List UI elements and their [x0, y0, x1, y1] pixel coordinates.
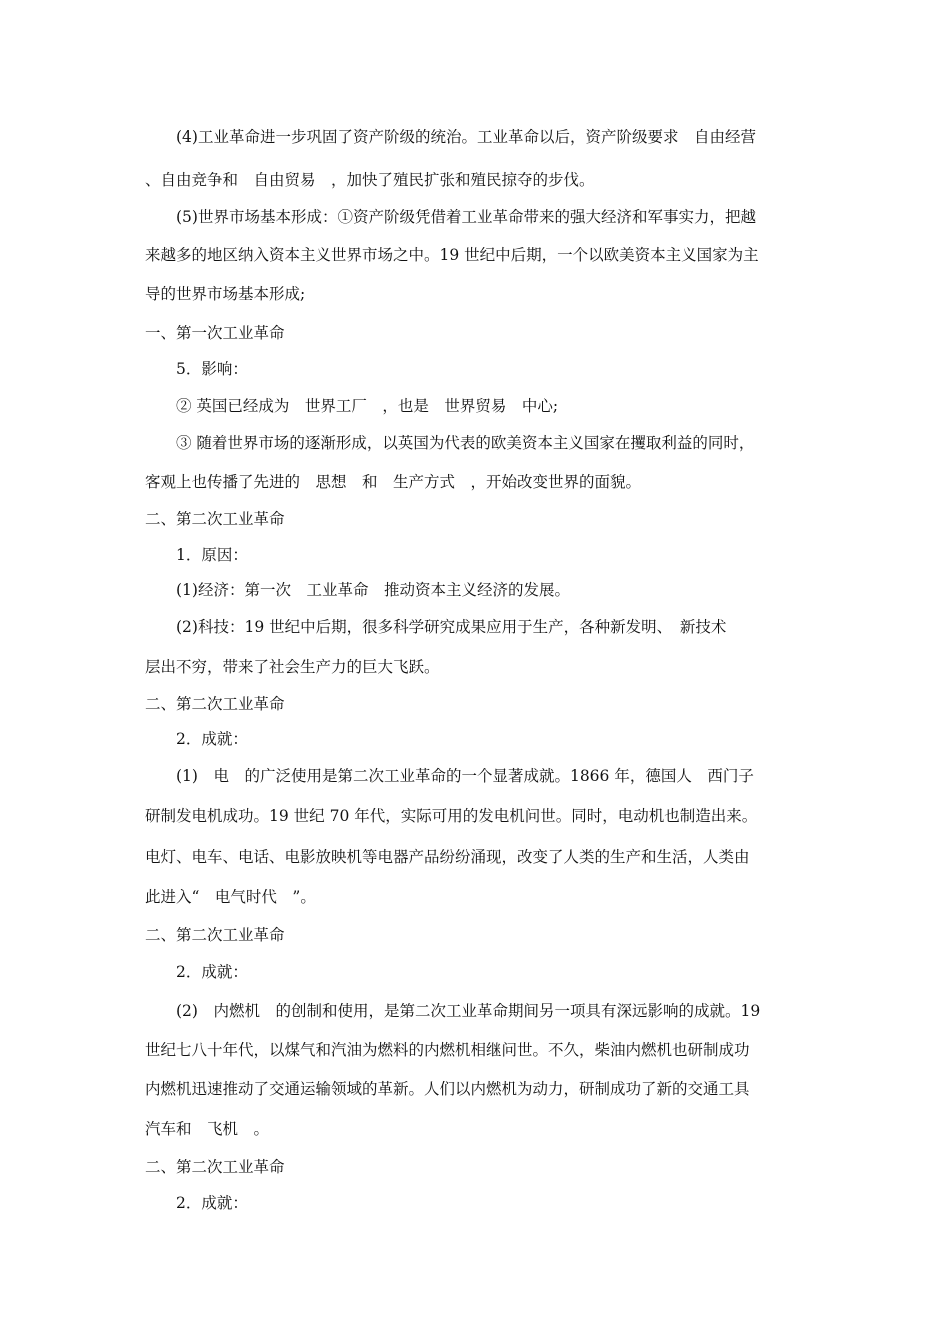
- section-heading: 二、第二次工业革命: [145, 1158, 285, 1176]
- section-heading: 一、第一次工业革命: [145, 324, 285, 342]
- paragraph-line: ③ 随着世界市场的逐渐形成，以英国为代表的欧美资本主义国家在攫取利益的同时，: [176, 434, 755, 452]
- paragraph-line: (5)世界市场基本形成：①资产阶级凭借着工业革命带来的强大经济和军事实力，把越: [176, 208, 756, 226]
- subheading: 5．影响：: [176, 360, 248, 378]
- paragraph-line: (1)经济：第一次 工业革命 推动资本主义经济的发展。: [176, 581, 570, 599]
- paragraph-line: 内燃机迅速推动了交通运输领域的革新。人们以内燃机为动力，研制成功了新的交通工具: [145, 1080, 750, 1098]
- paragraph-line: 汽车和 飞机 。: [145, 1120, 270, 1138]
- paragraph-line: (1) 电 的广泛使用是第二次工业革命的一个显著成就。1866 年，德国人 西门子: [176, 767, 754, 785]
- subheading: 1．原因：: [176, 546, 248, 564]
- subheading: 2．成就：: [176, 963, 248, 981]
- paragraph-line: (2) 内燃机 的创制和使用，是第二次工业革命期间另一项具有深远影响的成就。19: [176, 1002, 761, 1020]
- paragraph-line: (2)科技：19 世纪中后期，很多科学研究成果应用于生产，各种新发明、 新技术: [176, 618, 727, 636]
- section-heading: 二、第二次工业革命: [145, 510, 285, 528]
- subheading: 2．成就：: [176, 1194, 248, 1212]
- paragraph-line: 来越多的地区纳入资本主义世界市场之中。19 世纪中后期，一个以欧美资本主义国家为主: [145, 246, 759, 264]
- paragraph-line: 层出不穷，带来了社会生产力的巨大飞跃。: [145, 658, 440, 676]
- paragraph-line: 电灯、电车、电话、电影放映机等电器产品纷纷涌现，改变了人类的生产和生活，人类由: [145, 848, 750, 866]
- paragraph-line: 导的世界市场基本形成;: [145, 285, 306, 303]
- paragraph-line: (4)工业革命进一步巩固了资产阶级的统治。工业革命以后，资产阶级要求 自由经营: [176, 128, 756, 146]
- paragraph-line: 研制发电机成功。19 世纪 70 年代，实际可用的发电机问世。同时，电动机也制造出来。: [145, 807, 758, 825]
- section-heading: 二、第二次工业革命: [145, 926, 285, 944]
- paragraph-line: 客观上也传播了先进的 思想 和 生产方式 ，开始改变世界的面貌。: [145, 473, 642, 491]
- section-heading: 二、第二次工业革命: [145, 695, 285, 713]
- paragraph-line: 此进入“ 电气时代 ”。: [145, 888, 316, 906]
- subheading: 2．成就：: [176, 730, 248, 748]
- paragraph-line: 世纪七八十年代，以煤气和汽油为燃料的内燃机相继问世。不久，柴油内燃机也研制成功: [145, 1041, 750, 1059]
- paragraph-line: ② 英国已经成为 世界工厂 ，也是 世界贸易 中心;: [176, 397, 559, 415]
- paragraph-line: 、自由竞争和 自由贸易 ，加快了殖民扩张和殖民掠夺的步伐。: [145, 171, 595, 189]
